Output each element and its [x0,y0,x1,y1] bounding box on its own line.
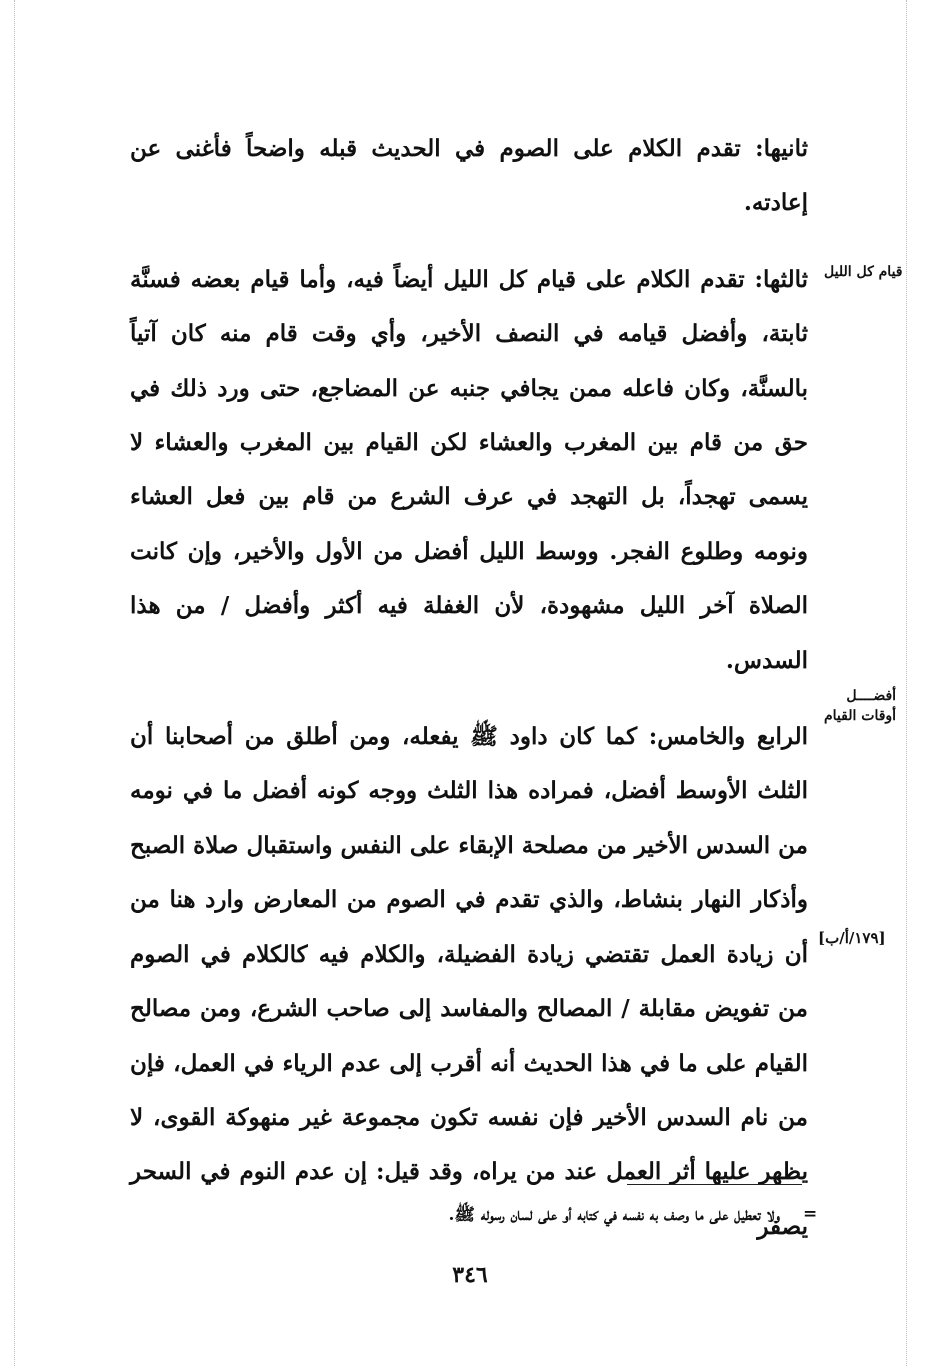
margin-note-line: أفضــــل [846,688,897,704]
footnote-rule [627,1184,802,1185]
margin-note-line: أوقات القيام [824,708,897,724]
main-text-block [130,122,808,1254]
paragraph-fourth-fifth [130,710,808,1254]
paragraph-body: كما كان داود ﷺ يفعله، ومن أطلق من أصحابنا أن الثلث الأوسط أفضل، فمراده هذا الثلث ووجه كونه أفضل ما في نومه من السدس الأخير من مصلحة الإبقاء على النفس واستقبال صلاة الصبح وأذكار النهار بنشاط، والذي تقدم في الصوم من المعارض وارد هنا من أن زيادة العمل تقتضي زيادة الفضيلة، والكلام فيه كالكلام في الصوم من تفويض مقابلة / المصالح والمفاسد إلى صاحب الشرع، ومن مصالح القيام على ما في هذا الحديث أنه أقرب إلى عدم الرياء في العمل، فإن من نام السدس الأخير فإن نفسه تكون مجموعة غير منهوكة القوى، لا يظهر عليها أثر العمل عند من يراه، وقد قيل: إن عدم النوم في السحر يصفر [130,723,808,1240]
paragraph-lead: ثانيها: [755,135,808,162]
footnote-continuation-mark: = [803,1204,818,1224]
margin-note-night-prayer: قيام كل الليل [824,264,903,280]
page-number: ٣٤٦ [452,1262,488,1288]
margin-note-manuscript-ref: [١٧٩/أ/ب] [818,929,886,947]
paragraph-body: تقدم الكلام على قيام كل الليل أيضاً فيه، وأما قيام بعضه فسنَّة ثابتة، وأفضل قيامه في النصف الأخير، وأي وقت قام منه كان آتياً بالسنَّة، وكان فاعله ممن يجافي جنبه عن المضاجع، حتى ورد ذلك في حق من قام بين المغرب والعشاء لكن القيام بين المغرب والعشاء لا يسمى تهجداً، بل التهجد في عرف الشرع من قام بين فعل العشاء ونومه وطلوع الفجر. ووسط الليل أفضل من الأول والأخير، وإن كانت الصلاة آخر الليل مشهودة، لأن الغفلة فيه أكثر وأفضل / من هذا السدس. [130,265,808,674]
scan-edge-dots-right [906,0,907,1366]
paragraph-third [130,253,808,688]
footnote-text: ولا تعطيل على ما وصف به نفسه في كتابه أو على لسان رسوله ﷺ. [448,1205,780,1225]
paragraph-lead: ثالثها: [754,265,808,293]
scan-edge-dots-left [14,0,15,1366]
paragraph-second [130,122,808,231]
margin-note-best-times [824,686,896,726]
paragraph-body: تقدم الكلام على الصوم في الحديث قبله واضحاً فأغنى عن إعادته. [130,135,808,217]
paragraph-lead: الرابع والخامس: [648,723,808,751]
